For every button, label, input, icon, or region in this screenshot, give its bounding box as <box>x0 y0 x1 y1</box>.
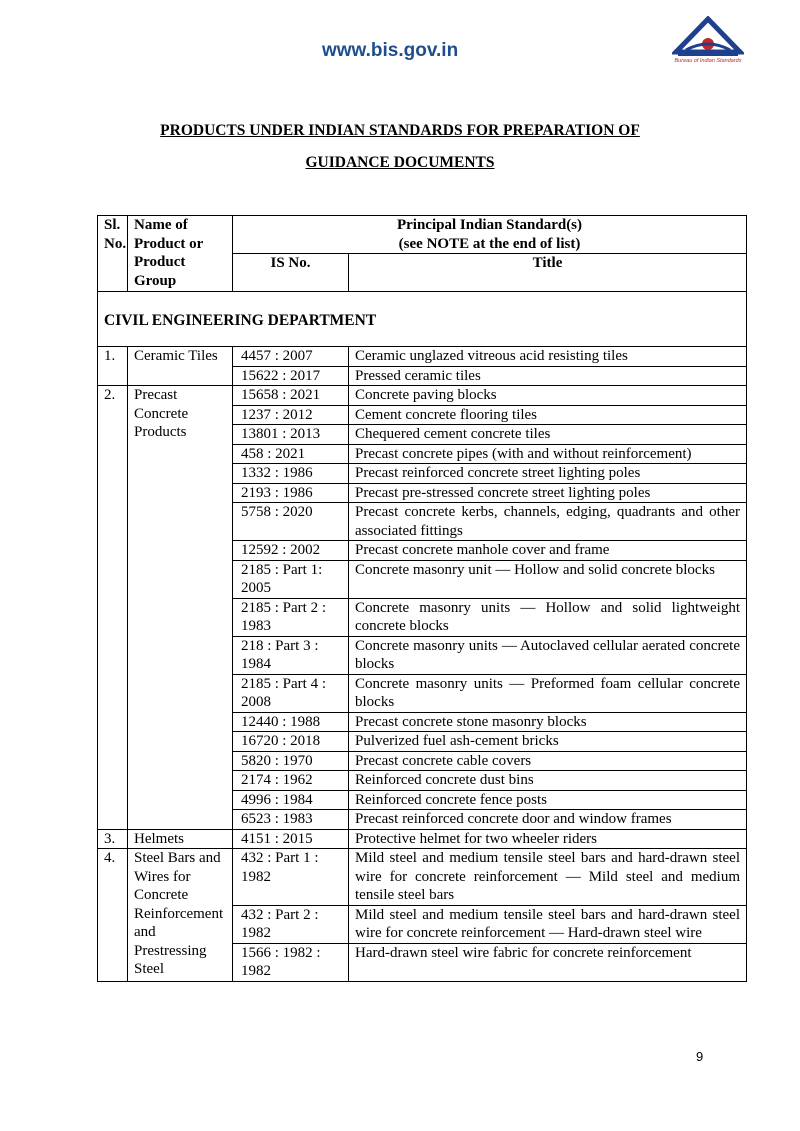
row-is-number: 1566 : 1982 : 1982 <box>233 943 349 981</box>
row-product-name: Helmets <box>128 829 233 849</box>
row-is-number: 2174 : 1962 <box>233 771 349 791</box>
row-standard-title: Chequered cement concrete tiles <box>349 425 747 445</box>
row-is-number: 12440 : 1988 <box>233 712 349 732</box>
row-standard-title: Pulverized fuel ash-cement bricks <box>349 732 747 752</box>
row-standard-title: Precast concrete stone masonry blocks <box>349 712 747 732</box>
row-is-number: 4151 : 2015 <box>233 829 349 849</box>
row-standard-title: Concrete masonry unit — Hollow and solid concrete blocks <box>349 560 747 598</box>
header-title: Title <box>349 254 747 292</box>
header-is-no: IS No. <box>233 254 349 292</box>
row-is-number: 13801 : 2013 <box>233 425 349 445</box>
row-sl-no: 1. <box>98 347 128 386</box>
row-standard-title: Protective helmet for two wheeler riders <box>349 829 747 849</box>
table-row <box>98 347 747 367</box>
row-is-number: 6523 : 1983 <box>233 810 349 830</box>
row-is-number: 2185 : Part 4 : 2008 <box>233 674 349 712</box>
row-standard-title: Concrete masonry units — Autoclaved cellular aerated concrete blocks <box>349 636 747 674</box>
row-is-number: 12592 : 2002 <box>233 541 349 561</box>
table-row <box>98 849 747 906</box>
row-standard-title: Reinforced concrete dust bins <box>349 771 747 791</box>
row-standard-title: Reinforced concrete fence posts <box>349 790 747 810</box>
row-is-number: 5820 : 1970 <box>233 751 349 771</box>
row-is-number: 16720 : 2018 <box>233 732 349 752</box>
row-sl-no: 4. <box>98 849 128 982</box>
row-is-number: 5758 : 2020 <box>233 503 349 541</box>
row-standard-title: Cement concrete flooring tiles <box>349 405 747 425</box>
header-note-post: at the end of list) <box>469 235 581 252</box>
row-is-number: 2193 : 1986 <box>233 483 349 503</box>
row-standard-title: Concrete paving blocks <box>349 386 747 406</box>
logo-caption: Bureau of Indian Standards <box>674 58 742 64</box>
row-standard-title: Precast concrete pipes (with and without reinforcement) <box>349 444 747 464</box>
row-standard-title: Precast concrete kerbs, channels, edging, quadrants and other associated fittings <box>349 503 747 541</box>
row-product-name: Steel Bars and Wires for Concrete Reinforcement and Prestressing Steel <box>128 849 233 982</box>
row-is-number: 432 : Part 2 : 1982 <box>233 905 349 943</box>
row-is-number: 432 : Part 1 : 1982 <box>233 849 349 906</box>
header-principal-label: Principal Indian Standard(s) <box>396 217 583 233</box>
row-is-number: 2185 : Part 1: 2005 <box>233 560 349 598</box>
row-standard-title: Ceramic unglazed vitreous acid resisting tiles <box>349 347 747 367</box>
header-principal-standards <box>233 216 747 254</box>
table-row <box>98 829 747 849</box>
page-number: 9 <box>696 1049 704 1064</box>
standards-table <box>97 215 747 982</box>
document-title-line-1: PRODUCTS UNDER INDIAN STANDARDS FOR PREPARATION OF <box>160 122 640 139</box>
header-note-bold: NOTE <box>426 235 470 252</box>
row-is-number: 458 : 2021 <box>233 444 349 464</box>
row-is-number: 1237 : 2012 <box>233 405 349 425</box>
row-standard-title: Mild steel and medium tensile steel bars and hard-drawn steel wire for concrete reinforcement — Hard-drawn steel wire <box>349 905 747 943</box>
row-standard-title: Precast reinforced concrete door and window frames <box>349 810 747 830</box>
row-standard-title: Concrete masonry units — Preformed foam cellular concrete blocks <box>349 674 747 712</box>
row-is-number: 4996 : 1984 <box>233 790 349 810</box>
row-product-name: Precast Concrete Products <box>128 386 233 830</box>
row-is-number: 15622 : 2017 <box>233 366 349 386</box>
row-standard-title: Hard-drawn steel wire fabric for concrete reinforcement <box>349 943 747 981</box>
header-product-name: Name of Product or Product Group <box>128 216 233 292</box>
row-sl-no: 3. <box>98 829 128 849</box>
row-product-name: Ceramic Tiles <box>128 347 233 386</box>
row-is-number: 2185 : Part 2 : 1983 <box>233 598 349 636</box>
row-standard-title: Precast concrete cable covers <box>349 751 747 771</box>
row-standard-title: Mild steel and medium tensile steel bars and hard-drawn steel wire for concrete reinforcement — Mild steel and medium tensile steel bars <box>349 849 747 906</box>
row-is-number: 1332 : 1986 <box>233 464 349 484</box>
department-heading: CIVIL ENGINEERING DEPARTMENT <box>98 291 747 347</box>
document-title-line-2: GUIDANCE DOCUMENTS <box>305 154 495 171</box>
row-standard-title: Pressed ceramic tiles <box>349 366 747 386</box>
header-sl-no: Sl. No. <box>98 216 128 292</box>
row-sl-no: 2. <box>98 386 128 830</box>
website-url[interactable]: www.bis.gov.in <box>322 40 459 61</box>
header-note-pre: (see <box>398 235 427 252</box>
row-is-number: 4457 : 2007 <box>233 347 349 367</box>
row-standard-title: Precast pre-stressed concrete street lighting poles <box>349 483 747 503</box>
row-is-number: 218 : Part 3 : 1984 <box>233 636 349 674</box>
row-is-number: 15658 : 2021 <box>233 386 349 406</box>
row-standard-title: Precast concrete manhole cover and frame <box>349 541 747 561</box>
table-body <box>98 291 747 981</box>
row-standard-title: Concrete masonry units — Hollow and solid lightweight concrete blocks <box>349 598 747 636</box>
row-standard-title: Precast reinforced concrete street lighting poles <box>349 464 747 484</box>
table-row <box>98 386 747 406</box>
